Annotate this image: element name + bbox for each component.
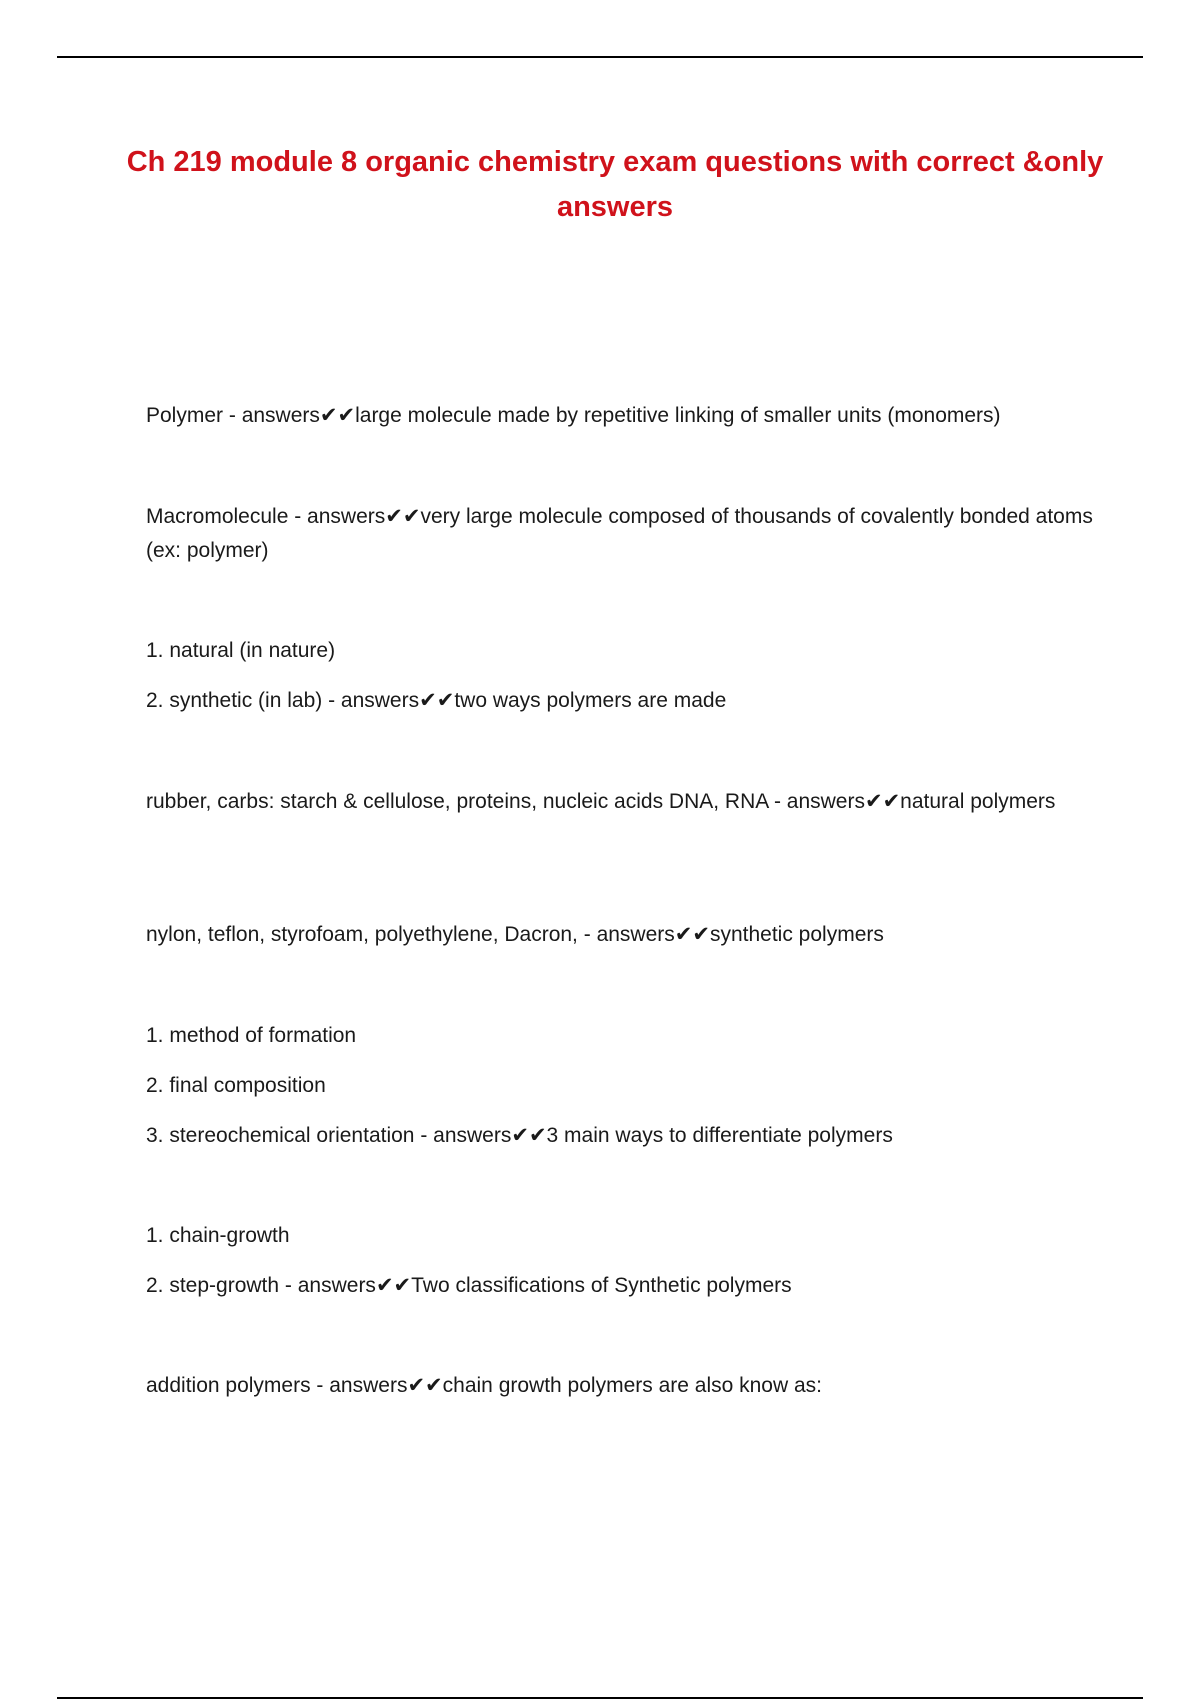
qa-term: nylon, teflon, styrofoam, polyethylene, Dacron, — [146, 923, 578, 946]
qa-line — [146, 918, 1106, 952]
qa-question — [146, 1219, 1106, 1303]
qa-line — [146, 785, 1106, 819]
qa-question — [146, 634, 1106, 718]
qa-term: 3. stereochemical orientation — [146, 1124, 415, 1147]
qa-term: 2. step-growth — [146, 1274, 280, 1297]
qa-line: 2. final composition — [146, 1074, 326, 1097]
checkmark-icon: ✔✔ — [864, 790, 901, 813]
header-rule — [57, 56, 1143, 58]
checkmark-icon: ✔✔ — [375, 1274, 412, 1297]
qa-term: 2. synthetic (in lab) — [146, 689, 323, 712]
qa-entry — [146, 1369, 1106, 1403]
qa-entry — [146, 1219, 1106, 1303]
qa-line: 1. chain-growth — [146, 1224, 290, 1247]
footer-rule — [57, 1697, 1143, 1699]
qa-line: 1. natural (in nature) — [146, 639, 336, 662]
qa-line — [146, 399, 1106, 433]
qa-answer: 3 main ways to differentiate polymers — [546, 1124, 893, 1147]
answers-separator: - answers — [223, 404, 320, 427]
qa-term: Polymer — [146, 404, 224, 427]
qa-question — [146, 918, 1106, 952]
checkmark-icon: ✔✔ — [407, 1374, 443, 1397]
checkmark-icon: ✔✔ — [419, 689, 455, 712]
qa-line: 1. method of formation — [146, 1024, 357, 1047]
qa-line — [146, 500, 1106, 568]
qa-term: Macromolecule — [146, 505, 289, 528]
qa-answer: two ways polymers are made — [454, 689, 727, 712]
qa-entry — [146, 918, 1106, 952]
answers-separator: - answers — [768, 790, 865, 813]
answers-separator: - answers — [288, 505, 386, 528]
qa-entry — [146, 500, 1106, 568]
answers-separator: - answers — [310, 1374, 408, 1397]
qa-answer: large molecule made by repetitive linking of smaller units (monomers) — [355, 404, 1001, 427]
qa-entry — [146, 1019, 1106, 1153]
qa-question — [146, 1369, 1106, 1403]
qa-entry — [146, 634, 1106, 718]
qa-answer: chain growth polymers are also know as: — [442, 1374, 822, 1397]
answers-separator: - answers — [279, 1274, 376, 1297]
answers-separator: - answers — [414, 1124, 512, 1147]
qa-question — [146, 785, 1106, 819]
checkmark-icon: ✔✔ — [319, 404, 356, 427]
qa-answer: Two classifications of Synthetic polymers — [411, 1274, 792, 1297]
qa-question — [146, 399, 1106, 433]
qa-answer: very large molecule composed of thousands of covalently bonded atoms (ex: polymer) — [146, 505, 1093, 562]
qa-term: addition polymers — [146, 1374, 311, 1397]
qa-line — [146, 684, 1106, 718]
answers-separator: - answers — [577, 923, 675, 946]
qa-entry — [146, 785, 1106, 819]
qa-answer: synthetic polymers — [709, 923, 884, 946]
document-title: Ch 219 module 8 organic chemistry exam questions with correct &only answers — [126, 146, 1104, 223]
qa-term: rubber, carbs: starch & cellulose, proteins, nucleic acids DNA, RNA — [146, 790, 769, 813]
qa-entry — [146, 399, 1106, 433]
checkmark-icon: ✔✔ — [511, 1124, 547, 1147]
qa-line — [146, 1369, 1106, 1403]
checkmark-icon: ✔✔ — [385, 505, 421, 528]
qa-line — [146, 1269, 1106, 1303]
qa-line — [146, 1119, 1106, 1153]
answers-separator: - answers — [322, 689, 420, 712]
qa-answer: natural polymers — [900, 790, 1056, 813]
qa-question — [146, 500, 1106, 568]
qa-question — [146, 1019, 1106, 1153]
checkmark-icon: ✔✔ — [674, 923, 710, 946]
